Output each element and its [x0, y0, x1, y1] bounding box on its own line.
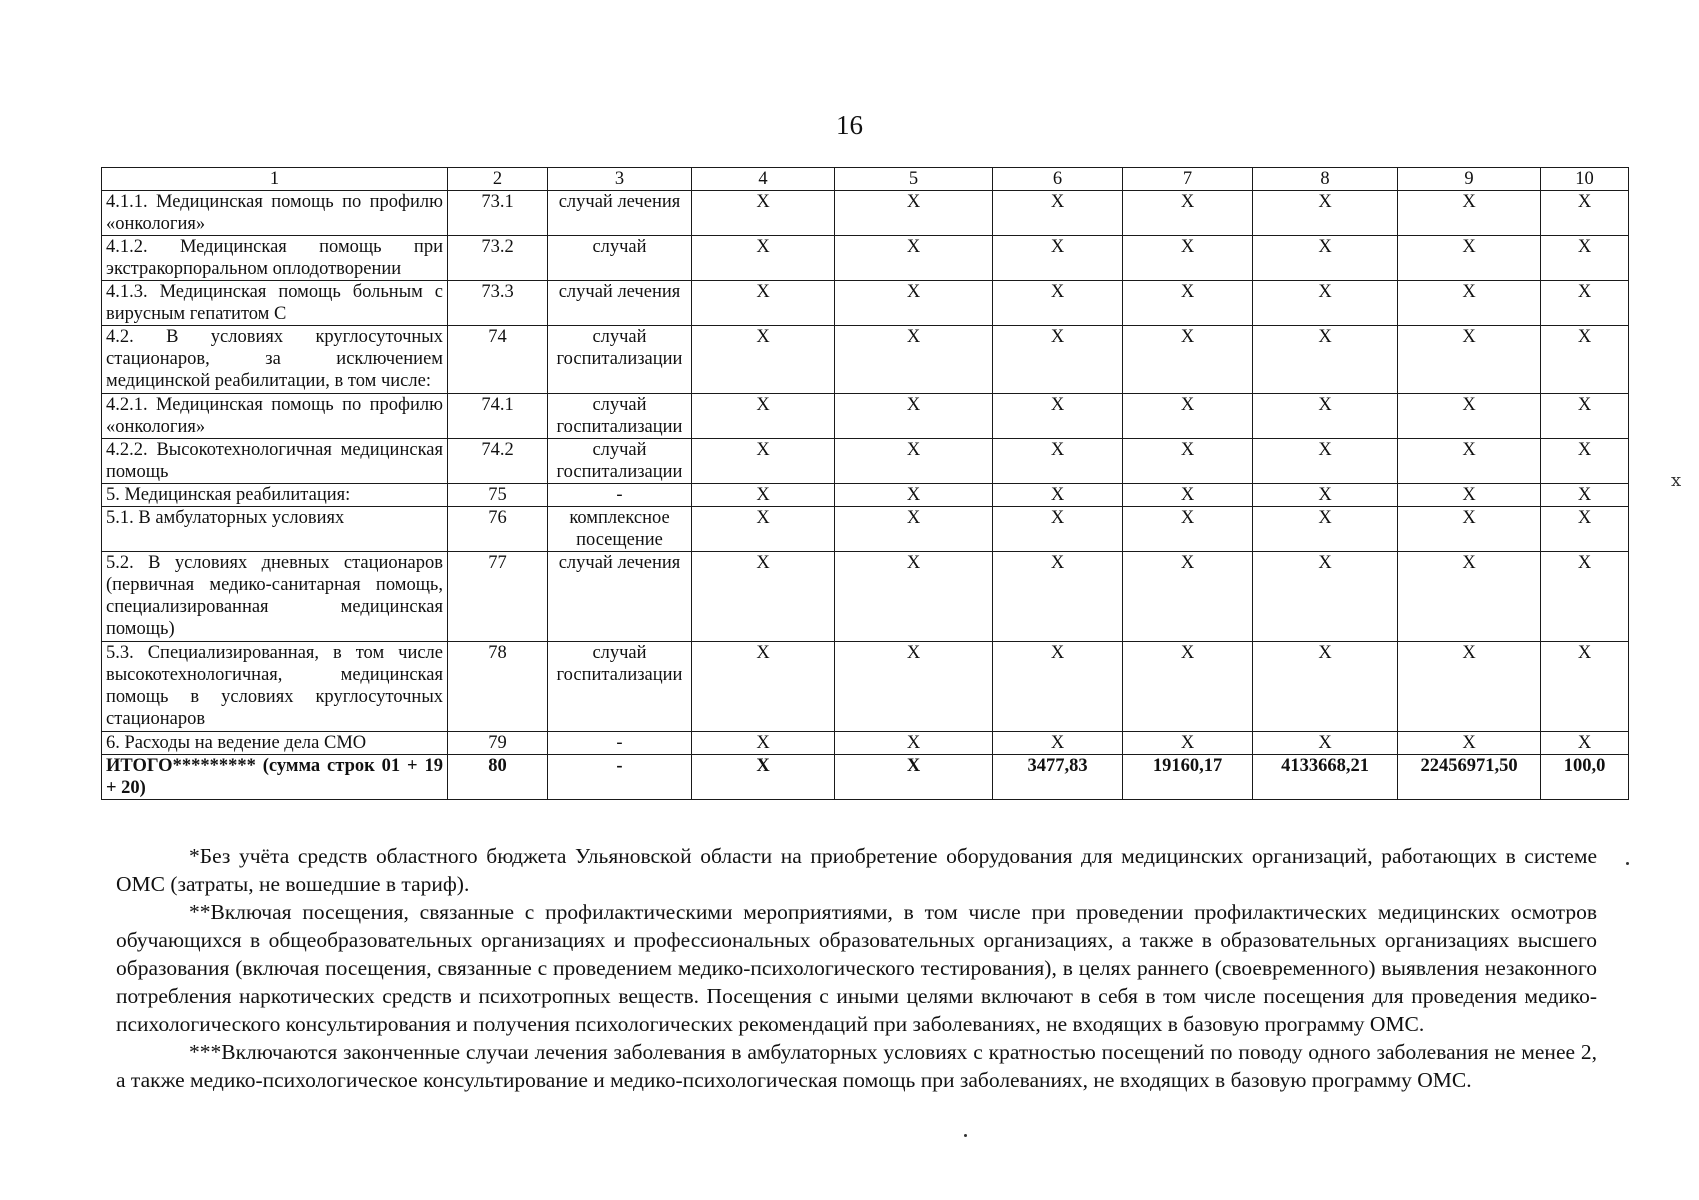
row-value-cell: X: [692, 755, 835, 800]
financing-table-container: [101, 167, 1628, 800]
row-unit-cell: -: [548, 755, 692, 800]
row-value-cell: X: [1253, 552, 1398, 642]
row-value-cell: X: [1123, 642, 1253, 732]
row-value-cell: X: [1541, 484, 1629, 507]
row-name-cell: 4.2. В условиях круглосуточных стационаров, за исключением медицинской реабилитации, в том числе:: [102, 326, 448, 394]
column-header: 3: [548, 168, 692, 191]
row-value-cell: X: [692, 484, 835, 507]
row-unit-cell: случай госпитализации: [548, 326, 692, 394]
table-row: [102, 507, 1629, 552]
row-value-cell: X: [1541, 191, 1629, 236]
row-value-cell: X: [692, 732, 835, 755]
row-value-cell: X: [1541, 439, 1629, 484]
row-unit-cell: случай лечения: [548, 281, 692, 326]
column-header: 4: [692, 168, 835, 191]
row-name-cell: 4.1.3. Медицинская помощь больным с вирусным гепатитом С: [102, 281, 448, 326]
row-value-cell: X: [692, 552, 835, 642]
row-value-cell: X: [1123, 326, 1253, 394]
column-header: 10: [1541, 168, 1629, 191]
row-value-cell: X: [1398, 394, 1541, 439]
footnotes: [116, 842, 1597, 1094]
row-name-cell: 4.1.2. Медицинская помощь при экстракорпоральном оплодотворении: [102, 236, 448, 281]
row-name-cell: 4.2.1. Медицинская помощь по профилю «онкология»: [102, 394, 448, 439]
column-number-row: [102, 168, 1629, 191]
row-name-cell: 6. Расходы на ведение дела СМО: [102, 732, 448, 755]
table-row: [102, 732, 1629, 755]
column-header: 1: [102, 168, 448, 191]
row-value-cell: X: [1253, 394, 1398, 439]
column-header: 5: [835, 168, 993, 191]
row-code-cell: 74.2: [448, 439, 548, 484]
row-code-cell: 74: [448, 326, 548, 394]
row-value-cell: X: [835, 394, 993, 439]
column-header: 9: [1398, 168, 1541, 191]
row-value-cell: X: [1253, 642, 1398, 732]
column-header: 7: [1123, 168, 1253, 191]
row-value-cell: X: [1398, 484, 1541, 507]
row-value-cell: X: [1123, 281, 1253, 326]
row-code-cell: 80: [448, 755, 548, 800]
row-value-cell: X: [1398, 281, 1541, 326]
row-value-cell: X: [1541, 732, 1629, 755]
row-unit-cell: случай лечения: [548, 191, 692, 236]
scan-artifact-dot: [1626, 862, 1629, 865]
table-row: [102, 439, 1629, 484]
row-value-cell: X: [1398, 642, 1541, 732]
row-value-cell: X: [1253, 281, 1398, 326]
table-row: [102, 281, 1629, 326]
row-value-cell: X: [993, 439, 1123, 484]
row-value-cell: X: [835, 191, 993, 236]
row-value-cell: X: [1398, 191, 1541, 236]
row-value-cell: X: [835, 552, 993, 642]
row-code-cell: 73.1: [448, 191, 548, 236]
row-name-cell: 5.1. В амбулаторных условиях: [102, 507, 448, 552]
row-value-cell: X: [1541, 507, 1629, 552]
row-value-cell: X: [993, 484, 1123, 507]
row-value-cell: X: [1253, 191, 1398, 236]
row-value-cell: X: [835, 439, 993, 484]
row-value-cell: X: [1541, 326, 1629, 394]
row-value-cell: X: [1123, 236, 1253, 281]
row-value-cell: X: [993, 326, 1123, 394]
row-value-cell: 100,0: [1541, 755, 1629, 800]
row-unit-cell: -: [548, 484, 692, 507]
table-row: [102, 552, 1629, 642]
row-value-cell: X: [1253, 439, 1398, 484]
row-value-cell: X: [1123, 191, 1253, 236]
row-value-cell: X: [993, 191, 1123, 236]
page-number: 16: [836, 110, 863, 140]
table-row: [102, 326, 1629, 394]
row-value-cell: X: [1541, 281, 1629, 326]
row-value-cell: X: [835, 484, 993, 507]
row-value-cell: X: [1398, 732, 1541, 755]
footnote-1: *Без учёта средств областного бюджета Ульяновской области на приобретение оборудования для медицинских организаций, работающих в системе ОМС (затраты, не вошедшие в тариф).: [116, 844, 1597, 896]
row-code-cell: 73.3: [448, 281, 548, 326]
column-header: 8: [1253, 168, 1398, 191]
row-value-cell: X: [1398, 552, 1541, 642]
row-value-cell: 22456971,50: [1398, 755, 1541, 800]
total-row: [102, 755, 1629, 800]
row-value-cell: 4133668,21: [1253, 755, 1398, 800]
row-value-cell: X: [1123, 507, 1253, 552]
row-value-cell: X: [835, 642, 993, 732]
row-value-cell: X: [1398, 439, 1541, 484]
row-value-cell: X: [835, 281, 993, 326]
row-value-cell: X: [1123, 484, 1253, 507]
row-value-cell: X: [993, 642, 1123, 732]
row-name-cell: 5.3. Специализированная, в том числе высокотехнологичная, медицинская помощь в условиях круглосуточных стационаров: [102, 642, 448, 732]
row-value-cell: X: [1541, 642, 1629, 732]
table-row: [102, 642, 1629, 732]
table-row: [102, 236, 1629, 281]
table-row: [102, 484, 1629, 507]
row-value-cell: X: [692, 439, 835, 484]
row-value-cell: X: [1253, 732, 1398, 755]
row-value-cell: X: [835, 755, 993, 800]
row-unit-cell: -: [548, 732, 692, 755]
row-value-cell: X: [692, 281, 835, 326]
row-value-cell: X: [1398, 326, 1541, 394]
row-code-cell: 76: [448, 507, 548, 552]
row-code-cell: 75: [448, 484, 548, 507]
row-value-cell: 19160,17: [1123, 755, 1253, 800]
row-value-cell: X: [1123, 439, 1253, 484]
table-row: [102, 394, 1629, 439]
row-value-cell: 3477,83: [993, 755, 1123, 800]
row-value-cell: X: [692, 326, 835, 394]
row-value-cell: X: [692, 191, 835, 236]
row-value-cell: X: [1253, 236, 1398, 281]
scan-artifact-dot: [964, 1134, 967, 1137]
row-code-cell: 78: [448, 642, 548, 732]
column-header: 6: [993, 168, 1123, 191]
row-value-cell: X: [692, 642, 835, 732]
column-header: 2: [448, 168, 548, 191]
row-value-cell: X: [1541, 236, 1629, 281]
row-code-cell: 79: [448, 732, 548, 755]
row-value-cell: X: [993, 552, 1123, 642]
row-value-cell: X: [993, 394, 1123, 439]
row-value-cell: X: [835, 732, 993, 755]
row-value-cell: X: [692, 507, 835, 552]
row-value-cell: X: [1253, 326, 1398, 394]
row-value-cell: X: [993, 236, 1123, 281]
row-name-cell: 5. Медицинская реабилитация:: [102, 484, 448, 507]
row-unit-cell: случай лечения: [548, 552, 692, 642]
row-value-cell: X: [835, 236, 993, 281]
table-row: [102, 191, 1629, 236]
row-value-cell: X: [1253, 507, 1398, 552]
row-unit-cell: случай госпитализации: [548, 642, 692, 732]
row-value-cell: X: [692, 236, 835, 281]
row-value-cell: X: [1253, 484, 1398, 507]
row-unit-cell: комплексное посещение: [548, 507, 692, 552]
row-value-cell: X: [835, 326, 993, 394]
row-value-cell: X: [993, 507, 1123, 552]
row-value-cell: X: [993, 281, 1123, 326]
row-code-cell: 77: [448, 552, 548, 642]
row-unit-cell: случай: [548, 236, 692, 281]
row-name-cell: ИТОГО********* (сумма строк 01 + 19 + 20): [102, 755, 448, 800]
row-value-cell: X: [692, 394, 835, 439]
row-value-cell: X: [1398, 507, 1541, 552]
financing-table: [101, 167, 1629, 800]
table-body: [102, 168, 1629, 800]
row-value-cell: X: [1541, 552, 1629, 642]
footnote-2: **Включая посещения, связанные с профилактическими мероприятиями, в том числе при проведении профилактических медицинских осмотров обучающихся в общеобразовательных организациях и профессиональных образовательных организациях, а также в образовательных организациях высшего образования (включая посещения, связанные с проведением медико-психологического тестирования), в целях раннего (своевременного) выявления незаконного потребления наркотических средств и психотропных веществ. Посещения с иными целями включают в себя в том числе посещения для проведения медико-психологического консультирования и получения психологических рекомендаций при заболеваниях, не входящих в базовую программу ОМС.: [116, 900, 1597, 1036]
row-value-cell: X: [993, 732, 1123, 755]
row-value-cell: X: [1123, 732, 1253, 755]
scan-artifact-mark: ⅹ: [1671, 470, 1682, 490]
row-unit-cell: случай госпитализации: [548, 394, 692, 439]
footnote-3: ***Включаются законченные случаи лечения заболевания в амбулаторных условиях с кратностью посещений по поводу одного заболевания не менее 2, а также медико-психологическое консультирование и медико-психологическая помощь при заболеваниях, не входящих в базовую программу ОМС.: [116, 1040, 1597, 1092]
row-value-cell: X: [835, 507, 993, 552]
row-code-cell: 73.2: [448, 236, 548, 281]
row-unit-cell: случай госпитализации: [548, 439, 692, 484]
row-value-cell: X: [1398, 236, 1541, 281]
row-name-cell: 4.2.2. Высокотехнологичная медицинская помощь: [102, 439, 448, 484]
row-name-cell: 4.1.1. Медицинская помощь по профилю «онкология»: [102, 191, 448, 236]
row-name-cell: 5.2. В условиях дневных стационаров (первичная медико-санитарная помощь, специализированная медицинская помощь): [102, 552, 448, 642]
row-value-cell: X: [1123, 552, 1253, 642]
row-code-cell: 74.1: [448, 394, 548, 439]
row-value-cell: X: [1541, 394, 1629, 439]
row-value-cell: X: [1123, 394, 1253, 439]
